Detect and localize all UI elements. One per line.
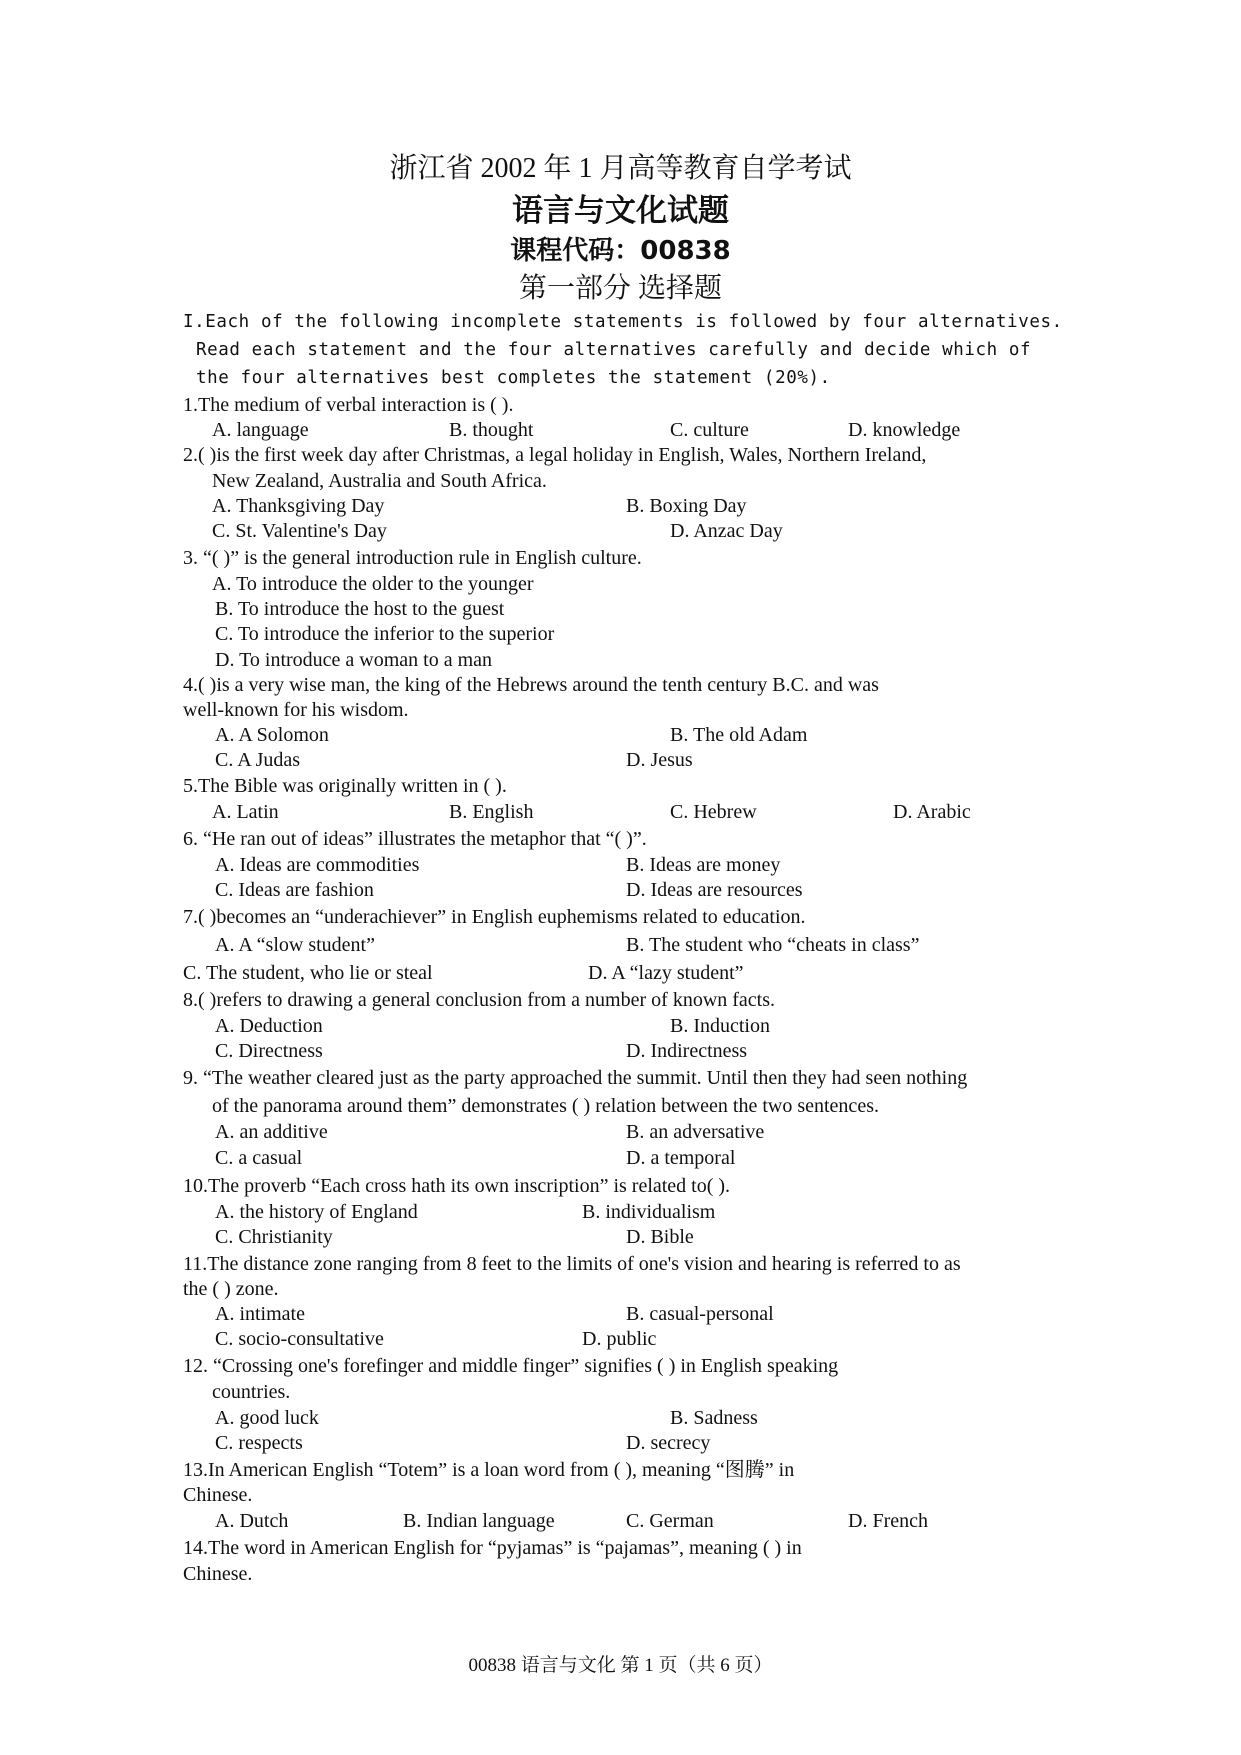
question-1-stem: 1.The medium of verbal interaction is ( ).	[183, 394, 514, 416]
question-5-option-c: C. Hebrew	[670, 801, 757, 823]
question-5-option-d: D. Arabic	[893, 801, 971, 823]
question-2-option-d: D. Anzac Day	[670, 520, 783, 542]
question-6-option-b: B. Ideas are money	[626, 854, 781, 876]
question-8-option-b: B. Induction	[670, 1015, 770, 1037]
question-4-stem: 4.( )is a very wise man, the king of the Hebrews around the tenth century B.C. and was	[183, 674, 879, 696]
course-code: 课程代码：00838	[510, 236, 731, 266]
question-7-option-c: C. The student, who lie or steal	[183, 962, 433, 984]
question-2-option-a: A. Thanksgiving Day	[212, 495, 385, 517]
question-3-option-c: C. To introduce the inferior to the superior	[215, 623, 555, 645]
question-11-option-a: A. intimate	[215, 1303, 305, 1325]
question-13-stem-cont: Chinese.	[183, 1484, 253, 1506]
question-1-option-d: D. knowledge	[848, 419, 961, 441]
question-1-option-a: A. language	[212, 419, 309, 441]
part-title: 第一部分 选择题	[518, 273, 722, 304]
question-7-stem: 7.( )becomes an “underachiever” in English euphemisms related to education.	[183, 906, 806, 928]
question-13-option-a: A. Dutch	[215, 1510, 289, 1532]
question-6-stem: 6. “He ran out of ideas” illustrates the metaphor that “( )”.	[183, 828, 647, 850]
question-4-option-d: D. Jesus	[626, 749, 693, 771]
question-2-option-b: B. Boxing Day	[626, 495, 747, 517]
question-11-option-d: D. public	[582, 1328, 657, 1350]
question-9-option-b: B. an adversative	[626, 1121, 765, 1143]
question-9-option-c: C. a casual	[215, 1147, 303, 1169]
question-4-option-a: A. A Solomon	[215, 724, 329, 746]
question-11-stem: 11.The distance zone ranging from 8 feet to the limits of one's vision and hearing is referred to as	[183, 1253, 961, 1275]
question-7-option-d: D. A “lazy student”	[588, 962, 744, 984]
question-14-stem-cont: Chinese.	[183, 1563, 253, 1585]
question-4-stem-cont: well-known for his wisdom.	[183, 699, 409, 721]
exam-title: 浙江省 2002 年 1 月高等教育自学考试	[389, 153, 852, 184]
question-13-option-b: B. Indian language	[403, 1510, 555, 1532]
question-10-option-b: B. individualism	[582, 1201, 716, 1223]
question-10-option-d: D. Bible	[626, 1226, 694, 1248]
question-13-option-d: D. French	[848, 1510, 928, 1532]
question-5-option-b: B. English	[449, 801, 534, 823]
question-5-stem: 5.The Bible was originally written in ( ).	[183, 775, 507, 797]
question-3-option-a: A. To introduce the older to the younger	[212, 573, 534, 595]
instruction-line-3: the four alternatives best completes the statement (20%).	[196, 368, 831, 388]
question-12-option-b: B. Sadness	[670, 1407, 758, 1429]
question-3-option-b: B. To introduce the host to the guest	[215, 598, 505, 620]
question-10-stem: 10.The proverb “Each cross hath its own inscription” is related to( ).	[183, 1175, 731, 1197]
question-2-option-c: C. St. Valentine's Day	[212, 520, 387, 542]
question-7-option-b: B. The student who “cheats in class”	[626, 934, 920, 956]
question-8-stem: 8.( )refers to drawing a general conclusion from a number of known facts.	[183, 989, 776, 1011]
question-8-option-d: D. Indirectness	[626, 1040, 748, 1062]
question-6-option-c: C. Ideas are fashion	[215, 879, 374, 901]
question-1-option-b: B. thought	[449, 419, 534, 441]
question-9-stem: 9. “The weather cleared just as the party approached the summit. Until then they had seen nothing	[183, 1067, 968, 1089]
instruction-line-2: Read each statement and the four alternatives carefully and decide which of	[196, 340, 1032, 360]
question-13-stem: 13.In American English “Totem” is a loan word from ( ), meaning “图腾” in	[183, 1459, 795, 1481]
question-8-option-a: A. Deduction	[215, 1015, 323, 1037]
question-8-option-c: C. Directness	[215, 1040, 323, 1062]
question-2-stem-cont: New Zealand, Australia and South Africa.	[212, 470, 547, 492]
question-9-stem-cont: of the panorama around them” demonstrates ( ) relation between the two sentences.	[212, 1095, 879, 1117]
question-2-stem: 2.( )is the first week day after Christmas, a legal holiday in English, Wales, Northern Ireland,	[183, 444, 927, 466]
page-footer: 00838 语言与文化 第 1 页（共 6 页）	[468, 1655, 773, 1676]
question-3-option-d: D. To introduce a woman to a man	[215, 649, 493, 671]
question-12-stem: 12. “Crossing one's forefinger and middle finger” signifies ( ) in English speaking	[183, 1355, 839, 1377]
subject-title: 语言与文化试题	[512, 193, 729, 229]
question-4-option-c: C. A Judas	[215, 749, 301, 771]
question-1-option-c: C. culture	[670, 419, 749, 441]
question-4-option-b: B. The old Adam	[670, 724, 808, 746]
question-12-option-a: A. good luck	[215, 1407, 319, 1429]
question-5-option-a: A. Latin	[212, 801, 279, 823]
question-14-stem: 14.The word in American English for “pyjamas” is “pajamas”, meaning ( ) in	[183, 1537, 802, 1559]
question-12-stem-cont: countries.	[212, 1381, 291, 1403]
question-10-option-c: C. Christianity	[215, 1226, 333, 1248]
instruction-line-1: I.Each of the following incomplete statements is followed by four alternatives.	[183, 312, 1063, 332]
question-6-option-d: D. Ideas are resources	[626, 879, 803, 901]
question-7-option-a: A. A “slow student”	[215, 934, 375, 956]
question-12-option-c: C. respects	[215, 1432, 303, 1454]
question-11-option-b: B. casual-personal	[626, 1303, 774, 1325]
question-12-option-d: D. secrecy	[626, 1432, 711, 1454]
question-11-stem-cont: the ( ) zone.	[183, 1278, 279, 1300]
question-9-option-d: D. a temporal	[626, 1147, 736, 1169]
question-3-stem: 3. “( )” is the general introduction rule in English culture.	[183, 547, 642, 569]
question-13-option-c: C. German	[626, 1510, 714, 1532]
question-9-option-a: A. an additive	[215, 1121, 328, 1143]
question-6-option-a: A. Ideas are commodities	[215, 854, 420, 876]
question-11-option-c: C. socio-consultative	[215, 1328, 384, 1350]
question-10-option-a: A. the history of England	[215, 1201, 418, 1223]
